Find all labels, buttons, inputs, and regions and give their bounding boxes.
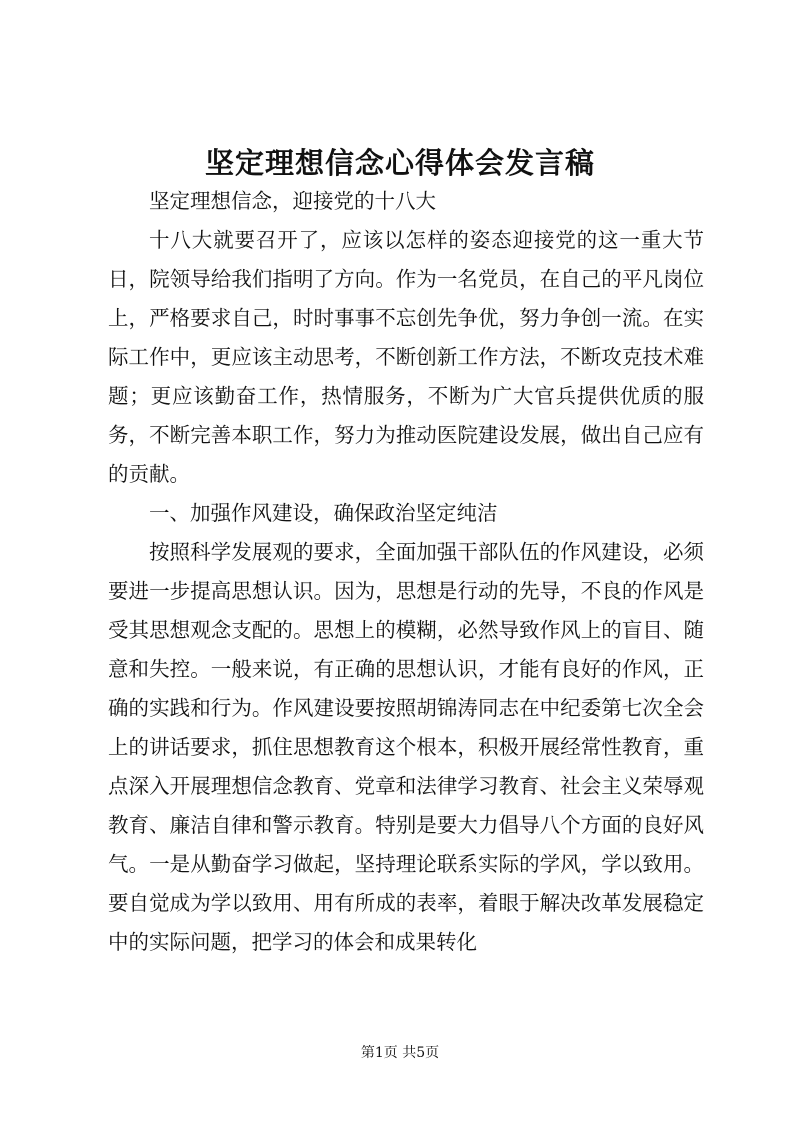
subtitle-paragraph: 坚定理想信念，迎接党的十八大	[149, 189, 436, 213]
document-body	[108, 182, 704, 962]
page-footer: 第1页 共5页	[360, 1045, 440, 1061]
body-paragraph-intro: 十八大就要召开了，应该以怎样的姿态迎接党的这一重大节日，院领导给我们指明了方向。作为一名党员，在自己的平凡岗位上，严格要求自己，时时事事不忘创先争优，努力争创一流。在实际工作中，更应该主动思考，不断创新工作方法，不断攻克技术难题；更应该勤奋工作，热情服务，不断为广大官兵提供优质的服务，不断完善本职工作，努力为推动医院建设发展，做出自己应有的贡献。	[108, 228, 704, 486]
section-heading: 一、加强作风建设，确保政治坚定纯洁	[149, 501, 498, 525]
document-title: 坚定理想信念心得体会发言稿	[204, 146, 595, 180]
body-paragraph-section-one: 按照科学发展观的要求，全面加强干部队伍的作风建设，必须要进一步提高思想认识。因为，思想是行动的先导，不良的作风是受其思想观念支配的。思想上的模糊，必然导致作风上的盲目、随意和失控。一般来说，有正确的思想认识，才能有良好的作风，正确的实践和行为。作风建设要按照胡锦涛同志在中纪委第七次全会上的讲话要求，抓住思想教育这个根本，积极开展经常性教育，重点深入开展理想信念教育、党章和法律学习教育、社会主义荣辱观教育、廉洁自律和警示教育。特别是要大力倡导八个方面的良好风气。一是从勤奋学习做起，坚持理论联系实际的学风，学以致用。要自觉成为学以致用、用有所成的表率，着眼于解决改革发展稳定中的实际问题，把学习的体会和成果转化	[108, 540, 704, 954]
